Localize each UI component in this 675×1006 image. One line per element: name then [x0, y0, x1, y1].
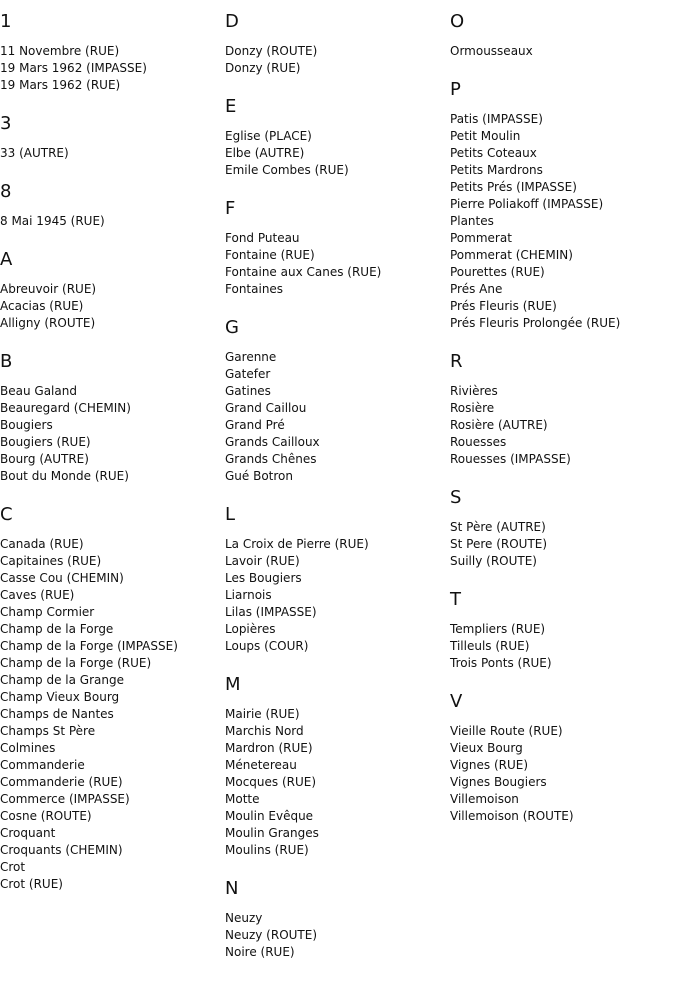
street-link[interactable]: Tilleuls (RUE) — [450, 639, 530, 653]
street-link[interactable]: Gatines — [225, 384, 271, 398]
letter-group — [225, 503, 447, 655]
street-link[interactable]: Petit Moulin — [450, 129, 521, 143]
street-link[interactable]: Rouesses (IMPASSE) — [450, 452, 571, 466]
letter-group — [0, 10, 222, 94]
street-link[interactable]: Grand Pré — [225, 418, 285, 432]
street-link[interactable]: Prés Fleuris Prolongée (RUE) — [450, 316, 621, 330]
street-link[interactable]: Champ Vieux Bourg — [0, 690, 120, 704]
street-link[interactable]: Motte — [225, 792, 260, 806]
street-link[interactable]: Gué Botron — [225, 469, 293, 483]
street-link[interactable]: Donzy (RUE) — [225, 61, 301, 75]
street-link[interactable]: Champ de la Grange — [0, 673, 124, 687]
letter-group — [225, 197, 447, 298]
street-link[interactable]: Crot (RUE) — [0, 877, 63, 891]
street-link[interactable]: Vignes Bougiers — [450, 775, 547, 789]
street-link[interactable]: Champ de la Forge — [0, 622, 114, 636]
street-link[interactable]: Prés Ane — [450, 282, 503, 296]
street-link[interactable]: Fontaine (RUE) — [225, 248, 315, 262]
street-list — [225, 536, 447, 655]
group-letter-heading: 8 — [0, 181, 12, 202]
street-link[interactable]: Acacias (RUE) — [0, 299, 84, 313]
street-link[interactable]: Commerce (IMPASSE) — [0, 792, 130, 806]
street-link[interactable]: Champ de la Forge (IMPASSE) — [0, 639, 178, 653]
street-link[interactable]: Petits Coteaux — [450, 146, 537, 160]
group-letter-heading: B — [0, 351, 13, 372]
street-link[interactable]: Croquants (CHEMIN) — [0, 843, 123, 857]
street-link[interactable]: Canada (RUE) — [0, 537, 84, 551]
street-link[interactable]: Cosne (ROUTE) — [0, 809, 92, 823]
street-link[interactable]: Vignes (RUE) — [450, 758, 529, 772]
street-link[interactable]: Eglise (PLACE) — [225, 129, 312, 143]
street-link[interactable]: Grands Cailloux — [225, 435, 320, 449]
group-letter-heading: D — [225, 11, 239, 32]
letter-group — [450, 78, 672, 332]
street-link[interactable]: Champ Cormier — [0, 605, 95, 619]
street-list — [0, 145, 222, 162]
street-link[interactable]: Petits Prés (IMPASSE) — [450, 180, 577, 194]
street-link[interactable]: Caves (RUE) — [0, 588, 75, 602]
street-link[interactable]: Lilas (IMPASSE) — [225, 605, 317, 619]
street-list — [0, 383, 222, 485]
street-link[interactable]: La Croix de Pierre (RUE) — [225, 537, 369, 551]
street-link[interactable]: Beauregard (CHEMIN) — [0, 401, 131, 415]
street-link[interactable]: Fontaine aux Canes (RUE) — [225, 265, 382, 279]
street-link[interactable]: Pommerat — [450, 231, 512, 245]
street-link[interactable]: Plantes — [450, 214, 494, 228]
street-link[interactable]: Champs St Père — [0, 724, 96, 738]
letter-group — [0, 112, 222, 162]
street-link[interactable]: Rivières — [450, 384, 498, 398]
group-letter-heading: E — [225, 96, 237, 117]
street-link[interactable]: Rosière (AUTRE) — [450, 418, 548, 432]
street-link[interactable]: Bougiers (RUE) — [0, 435, 91, 449]
letter-group — [450, 10, 672, 60]
group-letter-heading: L — [225, 504, 236, 525]
street-link[interactable]: Abreuvoir (RUE) — [0, 282, 97, 296]
letter-group — [225, 673, 447, 859]
street-link[interactable]: Croquant — [0, 826, 56, 840]
street-link[interactable]: Lavoir (RUE) — [225, 554, 300, 568]
street-index-column-1 — [0, 10, 222, 911]
letter-group — [0, 350, 222, 485]
street-link[interactable]: 11 Novembre (RUE) — [0, 44, 120, 58]
group-letter-heading: M — [225, 674, 241, 695]
street-link[interactable]: Trois Ponts (RUE) — [450, 656, 552, 670]
street-link[interactable]: Casse Cou (CHEMIN) — [0, 571, 124, 585]
street-list — [450, 383, 672, 468]
street-link[interactable]: Moulins (RUE) — [225, 843, 309, 857]
street-list — [225, 128, 447, 179]
street-link[interactable]: Pierre Poliakoff (IMPASSE) — [450, 197, 604, 211]
street-list — [450, 621, 672, 672]
street-link[interactable]: Pommerat (CHEMIN) — [450, 248, 573, 262]
street-list — [450, 519, 672, 570]
group-letter-heading: O — [450, 11, 465, 32]
street-link[interactable]: Noire (RUE) — [225, 945, 295, 959]
street-list — [0, 43, 222, 94]
street-link[interactable]: Emile Combes (RUE) — [225, 163, 349, 177]
street-link[interactable]: Capitaines (RUE) — [0, 554, 102, 568]
street-list — [225, 706, 447, 859]
street-link[interactable]: Crot — [0, 860, 26, 874]
street-link[interactable]: Rouesses — [450, 435, 507, 449]
street-list — [0, 536, 222, 893]
group-letter-heading: C — [0, 504, 13, 525]
street-link[interactable]: Beau Galand — [0, 384, 77, 398]
street-link[interactable]: Mocques (RUE) — [225, 775, 317, 789]
street-list — [225, 910, 447, 961]
street-list — [225, 43, 447, 77]
group-letter-heading: P — [450, 79, 461, 100]
letter-group — [0, 180, 222, 230]
letter-group — [450, 350, 672, 468]
street-index-column-2 — [225, 10, 447, 979]
letter-group — [225, 316, 447, 485]
street-link[interactable]: Colmines — [0, 741, 56, 755]
street-link[interactable]: Moulin Granges — [225, 826, 319, 840]
street-link[interactable]: Rosière — [450, 401, 495, 415]
street-link[interactable]: Ormousseaux — [450, 44, 533, 58]
street-link[interactable]: Champ de la Forge (RUE) — [0, 656, 152, 670]
letter-group — [225, 95, 447, 179]
street-list — [0, 213, 222, 230]
street-link[interactable]: Commanderie (RUE) — [0, 775, 123, 789]
street-link[interactable]: Marchis Nord — [225, 724, 304, 738]
group-letter-heading: T — [450, 589, 461, 610]
street-link[interactable]: Commanderie — [0, 758, 85, 772]
street-link[interactable]: Grand Caillou — [225, 401, 307, 415]
letter-group — [225, 10, 447, 77]
street-link[interactable]: Bout du Monde (RUE) — [0, 469, 129, 483]
street-link[interactable]: Vieille Route (RUE) — [450, 724, 563, 738]
letter-group — [0, 248, 222, 332]
street-link[interactable]: Moulin Evêque — [225, 809, 314, 823]
street-link[interactable]: Donzy (ROUTE) — [225, 44, 318, 58]
street-link[interactable]: Lopières — [225, 622, 276, 636]
street-link[interactable]: Neuzy — [225, 911, 263, 925]
group-letter-heading: R — [450, 351, 463, 372]
street-link[interactable]: 19 Mars 1962 (RUE) — [0, 78, 121, 92]
street-link[interactable]: Bourg (AUTRE) — [0, 452, 89, 466]
group-letter-heading: V — [450, 691, 463, 712]
street-link[interactable]: 19 Mars 1962 (IMPASSE) — [0, 61, 147, 75]
letter-group — [0, 503, 222, 893]
street-link[interactable]: Suilly (ROUTE) — [450, 554, 537, 568]
letter-group — [225, 877, 447, 961]
street-link[interactable]: Patis (IMPASSE) — [450, 112, 543, 126]
street-list — [225, 230, 447, 298]
street-link[interactable]: Villemoison (ROUTE) — [450, 809, 574, 823]
street-link[interactable]: Loups (COUR) — [225, 639, 309, 653]
street-link[interactable]: St Pere (ROUTE) — [450, 537, 548, 551]
street-link[interactable]: 8 Mai 1945 (RUE) — [0, 214, 105, 228]
street-link[interactable]: Neuzy (ROUTE) — [225, 928, 318, 942]
street-link[interactable]: Alligny (ROUTE) — [0, 316, 96, 330]
street-link[interactable]: Villemoison — [450, 792, 519, 806]
street-link[interactable]: Grands Chênes — [225, 452, 317, 466]
street-link[interactable]: Pourettes (RUE) — [450, 265, 545, 279]
street-link[interactable]: Mairie (RUE) — [225, 707, 300, 721]
street-link[interactable]: Gatefer — [225, 367, 271, 381]
letter-group — [450, 588, 672, 672]
group-letter-heading: 3 — [0, 113, 12, 134]
street-list — [225, 349, 447, 485]
street-list — [450, 43, 672, 60]
letter-group — [450, 486, 672, 570]
street-link[interactable]: Elbe (AUTRE) — [225, 146, 305, 160]
street-link[interactable]: Liarnois — [225, 588, 272, 602]
street-index-column-3 — [450, 10, 672, 843]
street-link[interactable]: Fontaines — [225, 282, 284, 296]
street-link[interactable]: Vieux Bourg — [450, 741, 523, 755]
street-link[interactable]: Petits Mardrons — [450, 163, 543, 177]
group-letter-heading: S — [450, 487, 462, 508]
group-letter-heading: A — [0, 249, 13, 270]
street-link[interactable]: Mardron (RUE) — [225, 741, 313, 755]
street-link[interactable]: Fond Puteau — [225, 231, 300, 245]
street-link[interactable]: St Père (AUTRE) — [450, 520, 546, 534]
street-link[interactable]: Ménetereau — [225, 758, 297, 772]
street-link[interactable]: Templiers (RUE) — [450, 622, 546, 636]
street-link[interactable]: Les Bougiers — [225, 571, 302, 585]
group-letter-heading: F — [225, 198, 236, 219]
street-link[interactable]: Garenne — [225, 350, 277, 364]
group-letter-heading: 1 — [0, 11, 12, 32]
street-list — [450, 111, 672, 332]
street-list — [450, 723, 672, 825]
street-list — [0, 281, 222, 332]
street-link[interactable]: Bougiers — [0, 418, 53, 432]
street-link[interactable]: Prés Fleuris (RUE) — [450, 299, 557, 313]
street-link[interactable]: 33 (AUTRE) — [0, 146, 69, 160]
letter-group — [450, 690, 672, 825]
street-link[interactable]: Champs de Nantes — [0, 707, 114, 721]
group-letter-heading: G — [225, 317, 239, 338]
group-letter-heading: N — [225, 878, 239, 899]
